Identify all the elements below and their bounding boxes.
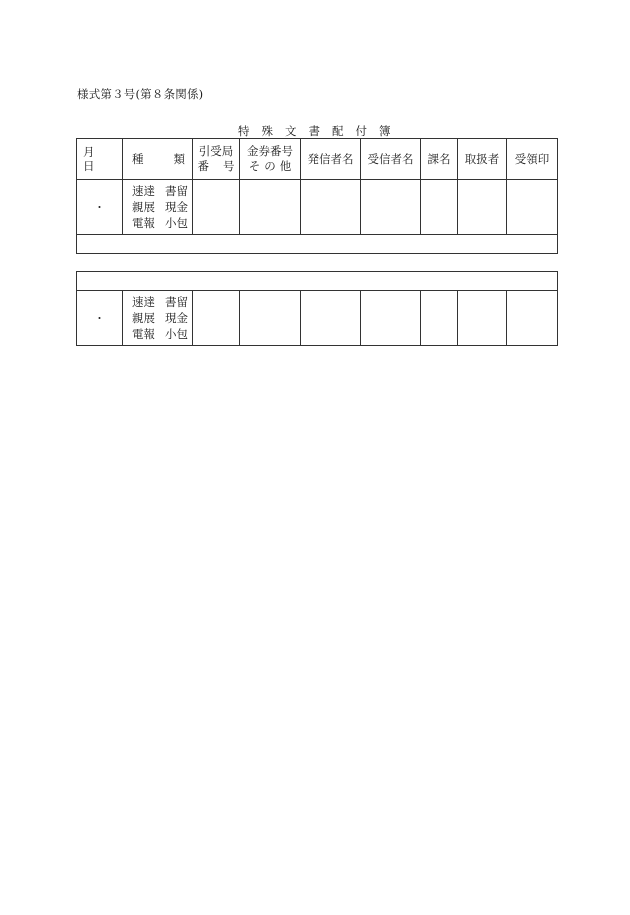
sender-name-cell[interactable] [301, 180, 361, 235]
header-handler: 取扱者 [458, 139, 507, 180]
date-cell[interactable]: ・ [77, 180, 123, 235]
header-recipient-name: 受信者名 [361, 139, 421, 180]
receipt-seal-cell[interactable] [507, 291, 558, 346]
post-office-number-cell[interactable] [193, 180, 240, 235]
header-row [77, 139, 558, 180]
section-name-cell[interactable] [421, 291, 458, 346]
handler-cell[interactable] [458, 180, 507, 235]
header-section-name: 課名 [421, 139, 458, 180]
type-options-cell[interactable]: 速達 書留 親展 現金 電報 小包 [123, 291, 193, 346]
document-title: 特殊文書配付簿 [238, 124, 403, 138]
ledger-table-top [76, 138, 558, 254]
receipt-seal-cell[interactable] [507, 180, 558, 235]
note-cell[interactable] [77, 272, 558, 291]
sender-name-cell[interactable] [301, 291, 361, 346]
note-row [77, 272, 558, 291]
header-post-office-number: 引受局 番 号 [193, 139, 240, 180]
header-receipt-seal: 受領印 [507, 139, 558, 180]
header-type: 種 類 [123, 139, 193, 180]
entry-row [77, 291, 558, 346]
recipient-name-cell[interactable] [361, 180, 421, 235]
note-cell[interactable] [77, 235, 558, 254]
header-month-day: 月 日 [77, 139, 123, 180]
note-row [77, 235, 558, 254]
section-name-cell[interactable] [421, 180, 458, 235]
type-options-cell[interactable]: 速達 書留 親展 現金 電報 小包 [123, 180, 193, 235]
recipient-name-cell[interactable] [361, 291, 421, 346]
header-cash-number-other: 金券番号 そ の 他 [240, 139, 301, 180]
ledger-table-bottom [76, 271, 558, 346]
entry-row [77, 180, 558, 235]
cash-number-cell[interactable] [240, 180, 301, 235]
cash-number-cell[interactable] [240, 291, 301, 346]
handler-cell[interactable] [458, 291, 507, 346]
form-number: 様式第３号(第８条関係) [77, 87, 204, 101]
date-cell[interactable]: ・ [77, 291, 123, 346]
header-sender-name: 発信者名 [301, 139, 361, 180]
post-office-number-cell[interactable] [193, 291, 240, 346]
